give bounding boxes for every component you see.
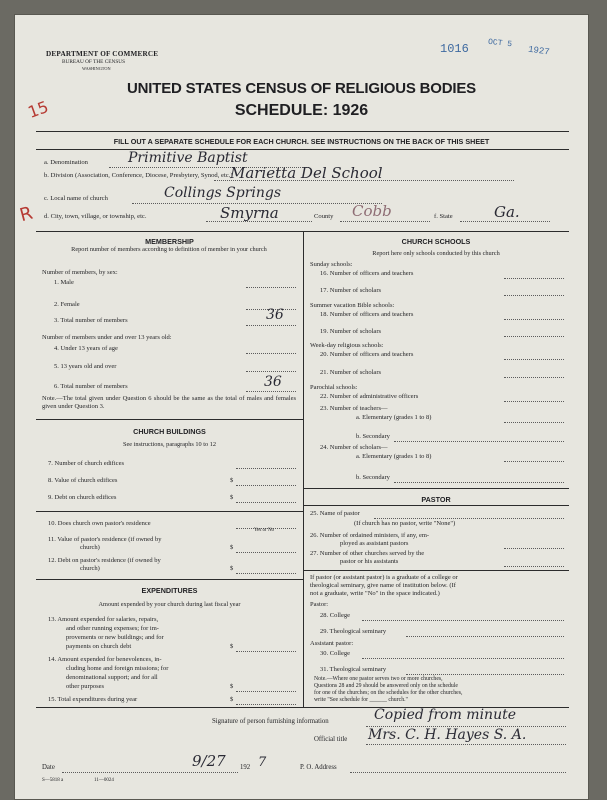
city-value: Smyrna (220, 204, 279, 222)
q13-dollar: $ (230, 643, 234, 650)
q24-label: 24. Number of scholars— (320, 444, 388, 451)
q31-line (406, 674, 564, 675)
q20-label: 20. Number of officers and teachers (320, 351, 414, 358)
q24a-label: a. Elementary (grades 1 to 8) (356, 453, 432, 460)
summer-schools-label: Summer vacation Bible schools: (310, 302, 395, 309)
q1-male-label: 1. Male (54, 279, 74, 286)
q26-label: 26. Number of ordained ministers, if any, em- (310, 532, 430, 539)
census-form-page (14, 14, 589, 800)
q27-line (504, 566, 564, 567)
pastor-note-1: Note.—Where one pastor serves two or more churches, (314, 676, 443, 682)
q18-line (504, 319, 564, 320)
signature-label: Signature of person furnishing information (212, 718, 329, 725)
q17-line (504, 295, 564, 296)
sunday-schools-label: Sunday schools: (310, 261, 353, 268)
q18-label: 18. Number of officers and teachers (320, 311, 414, 318)
parochial-schools-label: Parochial schools: (310, 384, 358, 391)
date-value: 9/27 (192, 752, 226, 770)
q20-line (504, 359, 564, 360)
schools-heading: CHURCH SCHOOLS (401, 237, 471, 246)
q13-line-4: payments on church debt (66, 643, 132, 650)
official-title-value: Mrs. C. H. Hayes S. A. (368, 727, 527, 743)
q27-label-cont: pastor or his assistants (340, 558, 399, 565)
received-stamp-number: 1016 (440, 42, 469, 56)
q3-value: 36 (266, 307, 284, 323)
q21-line (504, 377, 564, 378)
pastor-mid-rule (303, 570, 569, 571)
q28-line (362, 620, 564, 621)
q11-label-cont: church) (80, 544, 100, 551)
official-title-label: Official title (314, 736, 348, 743)
pastor-heading-rule (303, 505, 569, 506)
q23b-label: b. Secondary (356, 433, 390, 440)
print-number: 11—0024 (94, 778, 114, 783)
county-label: County (314, 213, 334, 220)
po-address-label: P. O. Address (300, 764, 337, 771)
membership-heading: MEMBERSHIP (145, 237, 194, 246)
q14-line-1: 14. Amount expended for benevolences, in- (48, 656, 162, 663)
q15-label: 15. Total expenditures during year (48, 696, 138, 703)
q11-dollar: $ (230, 544, 234, 551)
assistant-pastor-label: Assistant pastor: (310, 640, 354, 647)
q5-line (246, 371, 296, 372)
q11-line (236, 552, 296, 553)
county-value: Cobb (352, 202, 392, 220)
instruction-rule (36, 149, 569, 150)
q7-line (236, 468, 296, 469)
q3-total-label: 3. Total number of members (54, 317, 128, 324)
q15-dollar: $ (230, 696, 234, 703)
q13-line-3: provements or new buildings; and for (66, 634, 164, 641)
membership-bottom-rule (36, 419, 303, 420)
local-name-label: c. Local name of church (44, 195, 108, 202)
pastor-label: Pastor: (310, 601, 329, 608)
q26-label-cont: ployed as assistant pastors (340, 540, 409, 547)
q26-line (504, 548, 564, 549)
pastor-note-3: for one of the churches; on the schedules for the other churches, (314, 690, 463, 696)
graduate-note-2: theological seminary, give name of institution below. (If (310, 582, 456, 589)
q4-line (246, 353, 296, 354)
q31-label: 31. Theological seminary (320, 666, 387, 673)
q13-line-2: and other running expenses; for im- (66, 625, 159, 632)
q22-line (504, 401, 564, 402)
q14-line-3: denominational support; and for all (66, 674, 158, 681)
q13-amount-line (236, 651, 296, 652)
q16-label: 16. Number of officers and teachers (320, 270, 414, 277)
q7-label: 7. Number of church edifices (48, 460, 124, 467)
schools-subheading: Report here only schools conducted by this church (372, 250, 500, 257)
q8-dollar: $ (230, 477, 234, 484)
pastor-note-4: write "See schedule for ______ church." (314, 697, 408, 703)
signature-value: Copied from minute (374, 707, 517, 723)
membership-age-line: Number of members under and over 13 years old: (42, 334, 172, 341)
q2-female-label: 2. Female (54, 301, 80, 308)
q19-label: 19. Number of scholars (320, 328, 382, 335)
q10-label: 10. Does church own pastor's residence (48, 520, 151, 527)
q9-line (236, 502, 296, 503)
q14-line-4: other purposes (66, 683, 105, 690)
form-title: UNITED STATES CENSUS OF RELIGIOUS BODIES (127, 80, 476, 97)
q23-label: 23. Number of teachers— (320, 405, 388, 412)
q14-amount-line (236, 691, 296, 692)
q12-line (236, 573, 296, 574)
form-number: S—5818 a (42, 778, 64, 783)
q25-label: 25. Name of pastor (310, 510, 360, 517)
date-line (62, 772, 238, 773)
q30-label: 30. College (320, 650, 350, 657)
column-divider (303, 231, 304, 707)
local-name-value: Collings Springs (164, 185, 282, 201)
q4-under-13-label: 4. Under 13 years of age (54, 345, 118, 352)
q14-dollar: $ (230, 683, 234, 690)
division-value: Marietta Del School (230, 164, 383, 182)
red-pencil-mark: 15 (25, 97, 51, 122)
official-title-line (366, 744, 566, 745)
expenditures-subheading: Amount expended by your church during last fiscal year (98, 601, 241, 608)
q25-note: (If church has no pastor, write "None") (354, 520, 456, 527)
q5-over-13-label: 5. 13 years old and over (54, 363, 117, 370)
bureau-name: BUREAU OF THE CENSUS (62, 59, 126, 65)
pastor-heading: PASTOR (421, 495, 451, 504)
q14-line-2: cluding home and foreign missions; for (66, 665, 169, 672)
q12-label: 12. Debt on pastor's residence (if owned by (48, 557, 161, 564)
q22-label: 22. Number of administrative officers (320, 393, 419, 400)
q23b-line (394, 441, 564, 442)
q12-label-cont: church) (80, 565, 100, 572)
graduate-note-1: If pastor (or assistant pastor) is a graduate of a college or (310, 574, 458, 581)
weekday-schools-label: Week-day religious schools: (310, 342, 384, 349)
q6-total-label: 6. Total number of members (54, 383, 128, 390)
q30-line (362, 658, 564, 659)
city-name: WASHINGTON (82, 66, 111, 71)
q11-label: 11. Value of pastor's residence (if owned by (48, 536, 162, 543)
buildings-mid-rule (36, 511, 303, 512)
q6-line (246, 391, 296, 392)
state-label: f. State (434, 213, 453, 220)
city-label: d. City, town, village, or township, etc. (44, 213, 147, 220)
received-stamp-year: 1927 (527, 44, 551, 58)
q1-line (246, 287, 296, 288)
q6-value: 36 (264, 374, 282, 390)
division-label: b. Division (Association, Conference, Diocese, Presbytery, Synod, etc.) (44, 172, 233, 179)
membership-note: Note.—The total given under Question 6 should be the same as the total of males and females given under Question 3. (42, 395, 296, 410)
instruction-line: FILL OUT A SEPARATE SCHEDULE FOR EACH CHURCH. SEE INSTRUCTIONS ON THE BACK OF THIS SHEET (113, 137, 490, 146)
q19-line (504, 336, 564, 337)
membership-by-sex: Number of members, by sex: (42, 269, 118, 276)
date-label: Date (42, 764, 55, 771)
denomination-label: a. Denomination (44, 159, 88, 166)
red-check-mark: R (17, 202, 36, 227)
q13-line-1: 13. Amount expended for salaries, repairs, (48, 616, 159, 623)
q8-label: 8. Value of church edifices (48, 477, 118, 484)
graduate-note-3: not a graduate, write "No" in the space indicated.) (310, 590, 440, 597)
date-year-digit: 7 (258, 755, 267, 770)
q23a-line (504, 422, 564, 423)
q3-line (246, 325, 296, 326)
schools-bottom-rule (303, 488, 569, 489)
membership-subheading: Report number of members according to definition of member in your church (71, 246, 267, 253)
q27-label: 27. Number of other churches served by the (310, 550, 425, 557)
state-line (460, 221, 550, 222)
q24a-line (504, 461, 564, 462)
q9-dollar: $ (230, 494, 234, 501)
buildings-bottom-rule (36, 579, 303, 580)
state-value: Ga. (494, 203, 520, 221)
county-line (340, 221, 430, 222)
q29-line (406, 636, 564, 637)
q9-label: 9. Debt on church edifices (48, 494, 117, 501)
po-address-line (350, 772, 566, 773)
q28-label: 28. College (320, 612, 350, 619)
header-rule (36, 131, 569, 132)
form-subtitle: SCHEDULE: 1926 (234, 102, 369, 119)
q24b-label: b. Secondary (356, 474, 390, 481)
q24b-line (394, 482, 564, 483)
department-name: DEPARTMENT OF COMMERCE (46, 50, 159, 58)
q15-amount-line (236, 704, 296, 705)
yes-no-hint: Yes or No (254, 528, 275, 533)
q16-line (504, 278, 564, 279)
q8-line (236, 485, 296, 486)
q29-label: 29. Theological seminary (320, 628, 387, 635)
date-year-prefix: 192 (240, 764, 251, 771)
buildings-subheading: See instructions, paragraphs 10 to 12 (122, 441, 217, 448)
q25-line (374, 518, 564, 519)
pastor-note-2: Questions 28 and 29 should be answered only on the schedule (314, 683, 458, 689)
buildings-heading: CHURCH BUILDINGS (133, 427, 206, 436)
q21-label: 21. Number of scholars (320, 369, 382, 376)
expenditures-heading: EXPENDITURES (141, 586, 198, 595)
q17-label: 17. Number of scholars (320, 287, 382, 294)
q12-dollar: $ (230, 565, 234, 572)
q23a-label: a. Elementary (grades 1 to 8) (356, 414, 432, 421)
received-stamp-date: OCT 5 (487, 37, 513, 50)
denomination-value: Primitive Baptist (128, 150, 248, 166)
